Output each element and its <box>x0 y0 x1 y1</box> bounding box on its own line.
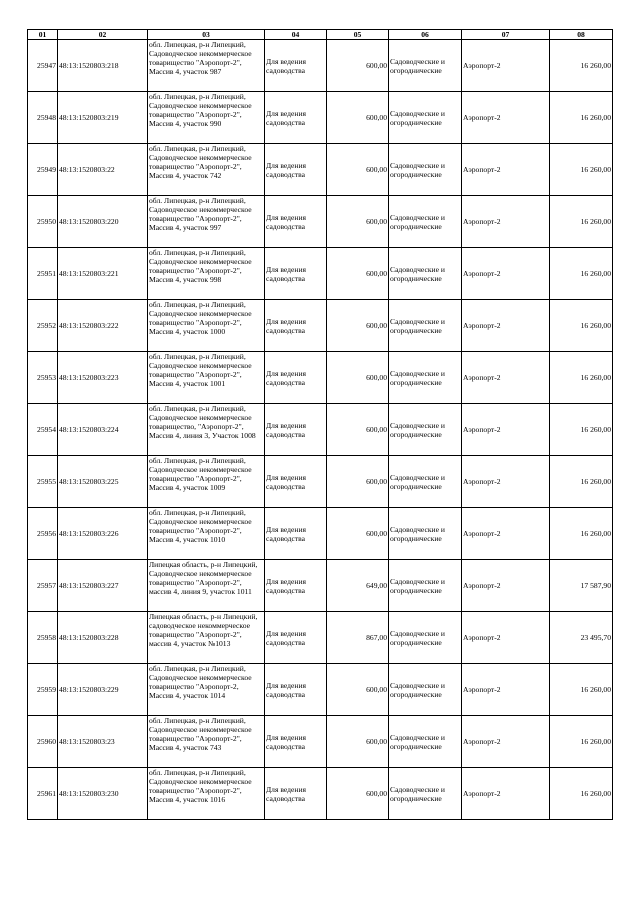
cell-location: Аэропорт-2 <box>462 560 550 612</box>
col-header-07: 07 <box>462 30 550 40</box>
cell-value: 17 587,90 <box>550 560 613 612</box>
cell-cadastral-number: 48:13:1520803:229 <box>58 664 148 716</box>
cell-cadastral-number: 48:13:1520803:227 <box>58 560 148 612</box>
cell-location: Аэропорт-2 <box>462 196 550 248</box>
table-row <box>28 768 613 820</box>
cell-category: Садоводческие и огороднические <box>389 404 462 456</box>
cell-cadastral-number: 48:13:1520803:23 <box>58 716 148 768</box>
cell-location: Аэропорт-2 <box>462 664 550 716</box>
cell-value: 16 260,00 <box>550 404 613 456</box>
table-row <box>28 248 613 300</box>
cell-id: 25947 <box>28 40 58 92</box>
cell-location: Аэропорт-2 <box>462 456 550 508</box>
cell-location: Аэропорт-2 <box>462 144 550 196</box>
cell-permitted-use: Для ведения садоводства <box>265 352 327 404</box>
cell-location: Аэропорт-2 <box>462 300 550 352</box>
cell-permitted-use: Для ведения садоводства <box>265 768 327 820</box>
table-row <box>28 508 613 560</box>
cell-area: 600,00 <box>327 404 389 456</box>
land-plot-table <box>27 29 613 820</box>
table-row <box>28 456 613 508</box>
cell-cadastral-number: 48:13:1520803:226 <box>58 508 148 560</box>
cell-cadastral-number: 48:13:1520803:22 <box>58 144 148 196</box>
cell-permitted-use: Для ведения садоводства <box>265 248 327 300</box>
cell-area: 600,00 <box>327 300 389 352</box>
table-row <box>28 560 613 612</box>
cell-address <box>148 352 265 404</box>
cell-area: 649,00 <box>327 560 389 612</box>
col-header-01: 01 <box>28 30 58 40</box>
address-text: Липецкая область, р-н Липецкий, Садоводческое некоммерческое товарищество "Аэропорт-2", массив 4, линия 9, участок 1011 <box>149 560 258 596</box>
cell-category: Садоводческие и огороднические <box>389 716 462 768</box>
cell-category: Садоводческие и огороднические <box>389 92 462 144</box>
cell-cadastral-number: 48:13:1520803:220 <box>58 196 148 248</box>
cell-address <box>148 300 265 352</box>
cell-permitted-use: Для ведения садоводства <box>265 664 327 716</box>
cell-value: 16 260,00 <box>550 196 613 248</box>
cell-address <box>148 560 265 612</box>
cell-value: 16 260,00 <box>550 352 613 404</box>
cell-address <box>148 92 265 144</box>
cell-location: Аэропорт-2 <box>462 352 550 404</box>
cell-cadastral-number: 48:13:1520803:223 <box>58 352 148 404</box>
cell-category: Садоводческие и огороднические <box>389 300 462 352</box>
cell-area: 600,00 <box>327 92 389 144</box>
cell-id: 25961 <box>28 768 58 820</box>
cell-value: 16 260,00 <box>550 768 613 820</box>
table-row <box>28 196 613 248</box>
cell-location: Аэропорт-2 <box>462 248 550 300</box>
cell-location: Аэропорт-2 <box>462 716 550 768</box>
address-text: обл. Липецкая, р-н Липецкий, Садоводческое некоммерческое товарищество "Аэропорт-2", Массив 4, участок 1016 <box>149 768 252 804</box>
cell-location: Аэропорт-2 <box>462 92 550 144</box>
cell-value: 16 260,00 <box>550 456 613 508</box>
address-text: обл. Липецкая, р-н Липецкий, Садоводческое некоммерческое товарищество "Аэропорт-2, Массив 4, участок 1014 <box>149 664 252 700</box>
address-text: Липецкая область, р-н Липецкий, садоводческое некоммерческое товарищество "Аэропорт-2", массив 4, участок №1013 <box>149 612 258 648</box>
cell-permitted-use: Для ведения садоводства <box>265 612 327 664</box>
col-header-03: 03 <box>148 30 265 40</box>
cell-location: Аэропорт-2 <box>462 404 550 456</box>
cell-area: 867,00 <box>327 612 389 664</box>
cell-category: Садоводческие и огороднические <box>389 612 462 664</box>
cell-address <box>148 40 265 92</box>
cell-id: 25948 <box>28 92 58 144</box>
table-row <box>28 92 613 144</box>
address-text: обл. Липецкая, р-н Липецкий, Садоводческое некоммерческое товарищество "Аэропорт-2", Массив 4, участок 742 <box>149 144 252 180</box>
cell-category: Садоводческие и огороднические <box>389 508 462 560</box>
cell-cadastral-number: 48:13:1520803:222 <box>58 300 148 352</box>
cell-value: 16 260,00 <box>550 92 613 144</box>
cell-id: 25959 <box>28 664 58 716</box>
address-text: обл. Липецкая, р-н Липецкий, Садоводческое некоммерческое товарищество "Аэропорт-2", Массив 4, участок 743 <box>149 716 252 752</box>
cell-address <box>148 456 265 508</box>
cell-cadastral-number: 48:13:1520803:218 <box>58 40 148 92</box>
address-text: обл. Липецкая, р-н Липецкий, Садоводческое некоммерческое товарищество "Аэропорт-2", Массив 4, участок 990 <box>149 92 252 128</box>
col-header-04: 04 <box>265 30 327 40</box>
cell-value: 16 260,00 <box>550 716 613 768</box>
cell-category: Садоводческие и огороднические <box>389 40 462 92</box>
cell-area: 600,00 <box>327 664 389 716</box>
cell-value: 16 260,00 <box>550 40 613 92</box>
cell-permitted-use: Для ведения садоводства <box>265 144 327 196</box>
cell-address <box>148 664 265 716</box>
col-header-08: 08 <box>550 30 613 40</box>
cell-area: 600,00 <box>327 716 389 768</box>
cell-address <box>148 248 265 300</box>
cell-id: 25958 <box>28 612 58 664</box>
col-header-02: 02 <box>58 30 148 40</box>
cell-permitted-use: Для ведения садоводства <box>265 404 327 456</box>
cell-value: 16 260,00 <box>550 248 613 300</box>
cell-area: 600,00 <box>327 40 389 92</box>
cell-permitted-use: Для ведения садоводства <box>265 92 327 144</box>
cell-area: 600,00 <box>327 508 389 560</box>
cell-area: 600,00 <box>327 144 389 196</box>
cell-id: 25955 <box>28 456 58 508</box>
cell-area: 600,00 <box>327 196 389 248</box>
table-body <box>28 40 613 820</box>
address-text: обл. Липецкая, р-н Липецкий, Садоводческое некоммерческое товарищество "Аэропорт-2", Массив 4, участок 998 <box>149 248 252 284</box>
cell-id: 25949 <box>28 144 58 196</box>
cell-cadastral-number: 48:13:1520803:219 <box>58 92 148 144</box>
cell-location: Аэропорт-2 <box>462 612 550 664</box>
cell-cadastral-number: 48:13:1520803:225 <box>58 456 148 508</box>
cell-id: 25960 <box>28 716 58 768</box>
cell-value: 23 495,70 <box>550 612 613 664</box>
header-row <box>28 30 613 40</box>
cell-id: 25951 <box>28 248 58 300</box>
col-header-06: 06 <box>389 30 462 40</box>
cell-value: 16 260,00 <box>550 300 613 352</box>
cell-category: Садоводческие и огороднические <box>389 352 462 404</box>
cell-address <box>148 508 265 560</box>
cell-area: 600,00 <box>327 352 389 404</box>
cell-value: 16 260,00 <box>550 144 613 196</box>
address-text: обл. Липецкая, р-н Липецкий, Садоводческое некоммерческое товарищество "Аэропорт-2", Массив 4, участок 997 <box>149 196 252 232</box>
cell-category: Садоводческие и огороднические <box>389 456 462 508</box>
table-row <box>28 144 613 196</box>
table-row <box>28 612 613 664</box>
table-row <box>28 40 613 92</box>
cell-permitted-use: Для ведения садоводства <box>265 300 327 352</box>
cell-id: 25950 <box>28 196 58 248</box>
cell-permitted-use: Для ведения садоводства <box>265 716 327 768</box>
cell-id: 25952 <box>28 300 58 352</box>
cell-address <box>148 612 265 664</box>
cell-permitted-use: Для ведения садоводства <box>265 40 327 92</box>
cell-cadastral-number: 48:13:1520803:230 <box>58 768 148 820</box>
address-text: обл. Липецкая, р-н Липецкий, Садоводческое некоммерческое товарищество, "Аэропорт-2", Массив 4, линия 3, Участок 1008 <box>149 404 256 440</box>
table-row <box>28 352 613 404</box>
address-text: обл. Липецкая, р-н Липецкий, Садоводческое некоммерческое товарищество "Аэропорт-2", Массив 4, участок 1000 <box>149 300 252 336</box>
cell-id: 25957 <box>28 560 58 612</box>
cell-area: 600,00 <box>327 456 389 508</box>
cell-category: Садоводческие и огороднические <box>389 144 462 196</box>
cell-id: 25956 <box>28 508 58 560</box>
cell-category: Садоводческие и огороднические <box>389 248 462 300</box>
cell-value: 16 260,00 <box>550 508 613 560</box>
cell-address <box>148 144 265 196</box>
cell-category: Садоводческие и огороднические <box>389 664 462 716</box>
cell-permitted-use: Для ведения садоводства <box>265 508 327 560</box>
table-row <box>28 300 613 352</box>
document-sheet <box>27 29 612 820</box>
address-text: обл. Липецкая, р-н Липецкий, Садоводческое некоммерческое товарищество "Аэропорт-2", Массив 4, участок 1001 <box>149 352 252 388</box>
cell-cadastral-number: 48:13:1520803:224 <box>58 404 148 456</box>
address-text: обл. Липецкая, р-н Липецкий, Садоводческое некоммерческое товарищество "Аэропорт-2", Массив 4, участок 1009 <box>149 456 252 492</box>
cell-value: 16 260,00 <box>550 664 613 716</box>
cell-category: Садоводческие и огороднические <box>389 560 462 612</box>
cell-area: 600,00 <box>327 768 389 820</box>
cell-address <box>148 196 265 248</box>
table-row <box>28 716 613 768</box>
address-text: обл. Липецкая, р-н Липецкий, Садоводческое некоммерческое товарищество "Аэропорт-2", Массив 4, участок 1010 <box>149 508 252 544</box>
cell-permitted-use: Для ведения садоводства <box>265 560 327 612</box>
cell-id: 25954 <box>28 404 58 456</box>
cell-cadastral-number: 48:13:1520803:221 <box>58 248 148 300</box>
cell-location: Аэропорт-2 <box>462 768 550 820</box>
cell-address <box>148 768 265 820</box>
cell-area: 600,00 <box>327 248 389 300</box>
cell-permitted-use: Для ведения садоводства <box>265 456 327 508</box>
cell-cadastral-number: 48:13:1520803:228 <box>58 612 148 664</box>
address-text: обл. Липецкая, р-н Липецкий, Садоводческое некоммерческое товарищество "Аэропорт-2", Массив 4, участок 987 <box>149 40 252 76</box>
cell-permitted-use: Для ведения садоводства <box>265 196 327 248</box>
col-header-05: 05 <box>327 30 389 40</box>
cell-address <box>148 404 265 456</box>
cell-address <box>148 716 265 768</box>
cell-category: Садоводческие и огороднические <box>389 196 462 248</box>
table-row <box>28 664 613 716</box>
cell-category: Садоводческие и огороднические <box>389 768 462 820</box>
table-row <box>28 404 613 456</box>
cell-location: Аэропорт-2 <box>462 508 550 560</box>
cell-id: 25953 <box>28 352 58 404</box>
cell-location: Аэропорт-2 <box>462 40 550 92</box>
